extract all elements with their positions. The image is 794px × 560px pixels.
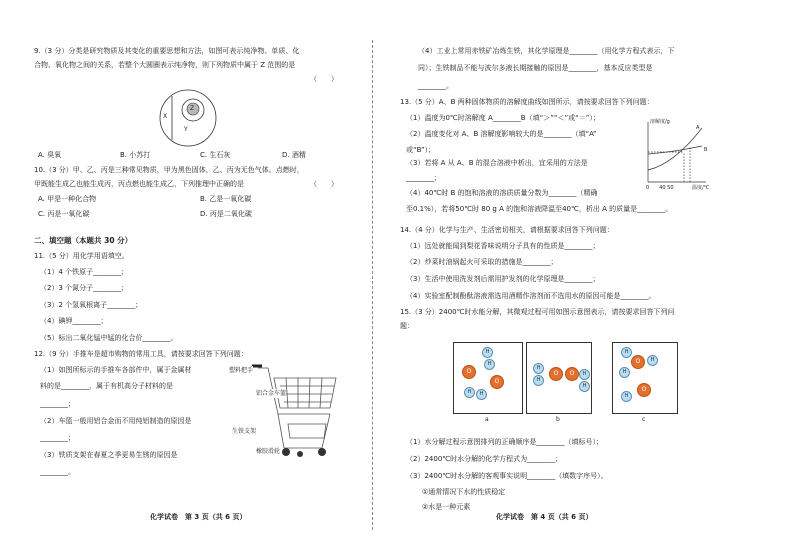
q13-line6: （4）40℃时 B 的饱和溶液的溶质质量分数为________（精确: [406, 189, 598, 197]
venn-x-label: X: [163, 113, 168, 120]
q15-line2: 题：: [400, 322, 414, 330]
q14-item-3: （3）生活中使用洗发剂后需用护发剂的化学原理是________；: [406, 275, 600, 283]
q9-line2: 合物、氧化物之间的关系，若整个大圆圈表示纯净物，则下列物质中属于 Z 范围的是: [34, 61, 296, 69]
oxygen-atom-icon: O: [637, 383, 651, 397]
q9-option-d: D. 酒精: [282, 151, 306, 159]
hydrogen-atom-icon: H: [621, 391, 632, 402]
hydrogen-atom-icon: H: [484, 359, 495, 370]
q13-line1: （1）温度为0℃时溶解度 A________B（填“＞”“＜”或“＝”）；: [406, 114, 600, 122]
molecule-box-c: [612, 342, 678, 414]
q12-line7: ________。: [40, 468, 75, 476]
cart-basket-grid-h: [280, 386, 334, 402]
page-4-footer: 化学试卷 第 4 页（共 6 页）: [496, 513, 593, 521]
q10-option-c: C. 丙是一氧化碳: [38, 210, 90, 218]
q14-item-2: （2）炒菜时油锅起火可采取的措施是________；: [406, 258, 558, 266]
q10-option-b: B. 乙是一氧化碳: [200, 195, 252, 203]
curve-a: [648, 128, 702, 170]
graph-y-label: 溶解度/g: [650, 119, 670, 125]
hydrogen-atom-icon: H: [464, 387, 475, 398]
hydrogen-atom-icon: H: [621, 347, 632, 358]
q12-line8: （4）工业上常用赤铁矿冶炼生铁，其化学原理是________（用化学方程式表示，下: [418, 47, 675, 55]
q13-line3: 或“B”）；: [406, 146, 436, 154]
solubility-graph: [640, 118, 710, 188]
q12-stem: 12.（9 分）手推车是超市购物的常用工具，请按要求回答下列问题：: [34, 350, 248, 358]
oxygen-atom-icon: O: [549, 367, 563, 381]
page-4: [378, 0, 794, 560]
oxygen-atom-icon: O: [565, 367, 579, 381]
shopping-cart-illustration: [238, 362, 348, 462]
hydrogen-atom-icon: H: [579, 381, 590, 392]
hydrogen-atom-icon: H: [647, 355, 658, 366]
q15-subitem-1: ①通常情况下水的性质稳定: [422, 488, 506, 496]
q14-item-1: （1）远处就能闻到梨花香味说明分子具有的性质是________；: [406, 242, 600, 250]
cart-wheel-icon: [297, 451, 303, 457]
q15-subitem-2: ②水是一种元素: [422, 503, 471, 511]
cart-wheel-icon: [318, 448, 326, 456]
q15-line1: 15.（3 分）2400℃时水能分解，其微观过程可用如图示意图表示，请按要求回答下列问: [400, 308, 675, 316]
molecule-box-a: [453, 342, 523, 414]
q14-item-4: （4）实验室配制酚酞溶液需选用酒精作溶剂而不选用水的原因可能是________。: [406, 292, 656, 300]
q12-line10: ________。: [418, 82, 453, 90]
graph-curve-b-label: B: [704, 147, 708, 153]
cart-label-basket: 铝合金车篮: [256, 390, 287, 397]
venn-y-label: Y: [184, 126, 188, 133]
q11-item-5: （5）标出二氧化锰中锰的化合价________。: [40, 334, 178, 342]
q13-line7: 至0.1%），若将50℃时 80 g A 的饱和溶液降温至40℃，析出 A 的质量是________。: [406, 205, 673, 213]
cart-lower-frame: [278, 414, 330, 448]
q10-line2: 甲既能生成乙也能生成丙，丙点燃也能生成乙，下列推理中正确的是: [34, 180, 244, 188]
cart-lower-rack: [288, 424, 326, 438]
cart-label-handle: 塑料把手: [229, 367, 254, 374]
page-3: [0, 0, 370, 560]
q14-stem: 14.（4 分）化学与生产、生活密切相关，请根据要求回答下列问题：: [400, 226, 614, 234]
oxygen-atom-icon: O: [462, 365, 476, 379]
cart-wheel-icon: [282, 448, 290, 456]
q11-item-3: （3）2 个氢氧根离子________；: [40, 301, 143, 309]
q13-line5: ________；: [406, 174, 441, 182]
graph-x-ticks: 0 40 50: [646, 185, 674, 191]
q9-option-b: B. 小苏打: [120, 151, 151, 159]
hydrogen-atom-icon: H: [533, 363, 544, 374]
q10-line1: 10.（3 分）甲、乙、丙是三种常见物质，甲为黑色固体，乙、丙为无色气体。点燃时，: [34, 166, 304, 174]
page-3-footer: 化学试卷 第 3 页（共 6 页）: [150, 513, 247, 521]
q10-option-d: D. 丙是二氧化碳: [200, 210, 252, 218]
q12-line2: 料的是________，属于有机高分子材料的是: [40, 382, 173, 390]
cart-label-wheel: 橡胶滑轮: [256, 448, 281, 455]
q11-item-1: （1）4 个铁原子________；: [40, 268, 129, 276]
q12-line6: （3）铁质支架在春夏之季更易生锈的原因是: [40, 451, 178, 459]
oxygen-atom-icon: O: [490, 375, 504, 389]
graph-x-label: 温度/℃: [692, 185, 710, 191]
venn-z-label: Z: [190, 105, 195, 112]
hydrogen-atom-icon: H: [619, 367, 630, 378]
q13-line4: （3）若将 A 从 A、B 的混合溶液中析出，宜采用的方法是: [406, 159, 588, 167]
q9-paren: （ ）: [310, 75, 338, 83]
page-divider: [372, 40, 373, 530]
q12-line5: ________；: [40, 434, 75, 442]
section-2-heading: 二、填空题（本题共 30 分）: [34, 236, 133, 245]
q15-item-1: （1）水分解过程示意图排列的正确顺序是________（填标号）；: [406, 438, 603, 446]
oxygen-atom-icon: O: [631, 355, 645, 369]
cart-basket-grid-v: [286, 378, 322, 408]
hydrogen-atom-icon: H: [476, 389, 487, 400]
q13-line2: （2）温度变化对 A、B 溶解度影响较大的是________（填“A”: [406, 130, 597, 138]
q12-line3: ________；: [40, 400, 75, 408]
curve-b: [648, 146, 702, 154]
q12-line4: （2）车篮一般用铝合金而不用纯铝制造的原因是: [40, 417, 192, 425]
hydrogen-atom-icon: H: [482, 347, 493, 358]
molecule-caption-a: a: [485, 416, 489, 423]
venn-outer-circle: [160, 90, 216, 146]
q11-item-4: （4）碘钾________；: [40, 317, 108, 325]
q12-line1: （1）如图所标示的手推车各部件中，属于金属材: [40, 366, 192, 374]
q10-option-a: A. 甲是一种化合物: [38, 195, 97, 203]
molecule-caption-b: b: [556, 416, 560, 423]
q9-option-c: C. 生石灰: [200, 151, 231, 159]
q9-line1: 9.（3 分）分类是研究物质及其变化的重要思想和方法，如图可表示纯净物、单质、化: [34, 47, 300, 55]
q11-item-2: （2）3 个氮分子________；: [40, 284, 129, 292]
hydrogen-atom-icon: H: [579, 369, 590, 380]
q12-line9: 同）；生铁制品不能与波尔多液长期接触的原因是________，基本反应类型是: [418, 64, 653, 72]
hydrogen-atom-icon: H: [533, 375, 544, 386]
cart-label-frame: 生铁支架: [232, 428, 257, 435]
q10-paren: （ ）: [310, 180, 338, 188]
q11-stem: 11.（5 分）用化学用语填空。: [34, 252, 129, 260]
q15-item-2: （2）2400℃时水分解的化学方程式为________；: [406, 455, 563, 463]
molecule-caption-c: c: [642, 416, 646, 423]
graph-curve-a-label: A: [696, 125, 700, 131]
q15-item-3: （3）2400℃时水分解的客观事实说明________（填数字序号）。: [406, 472, 608, 480]
molecule-box-b: [526, 342, 592, 414]
q13-stem: 13.（5 分）A、B 两种固体物质的溶解度曲线如图所示，请按要求回答下列问题：: [400, 98, 654, 106]
q9-option-a: A. 臭氧: [38, 151, 62, 159]
